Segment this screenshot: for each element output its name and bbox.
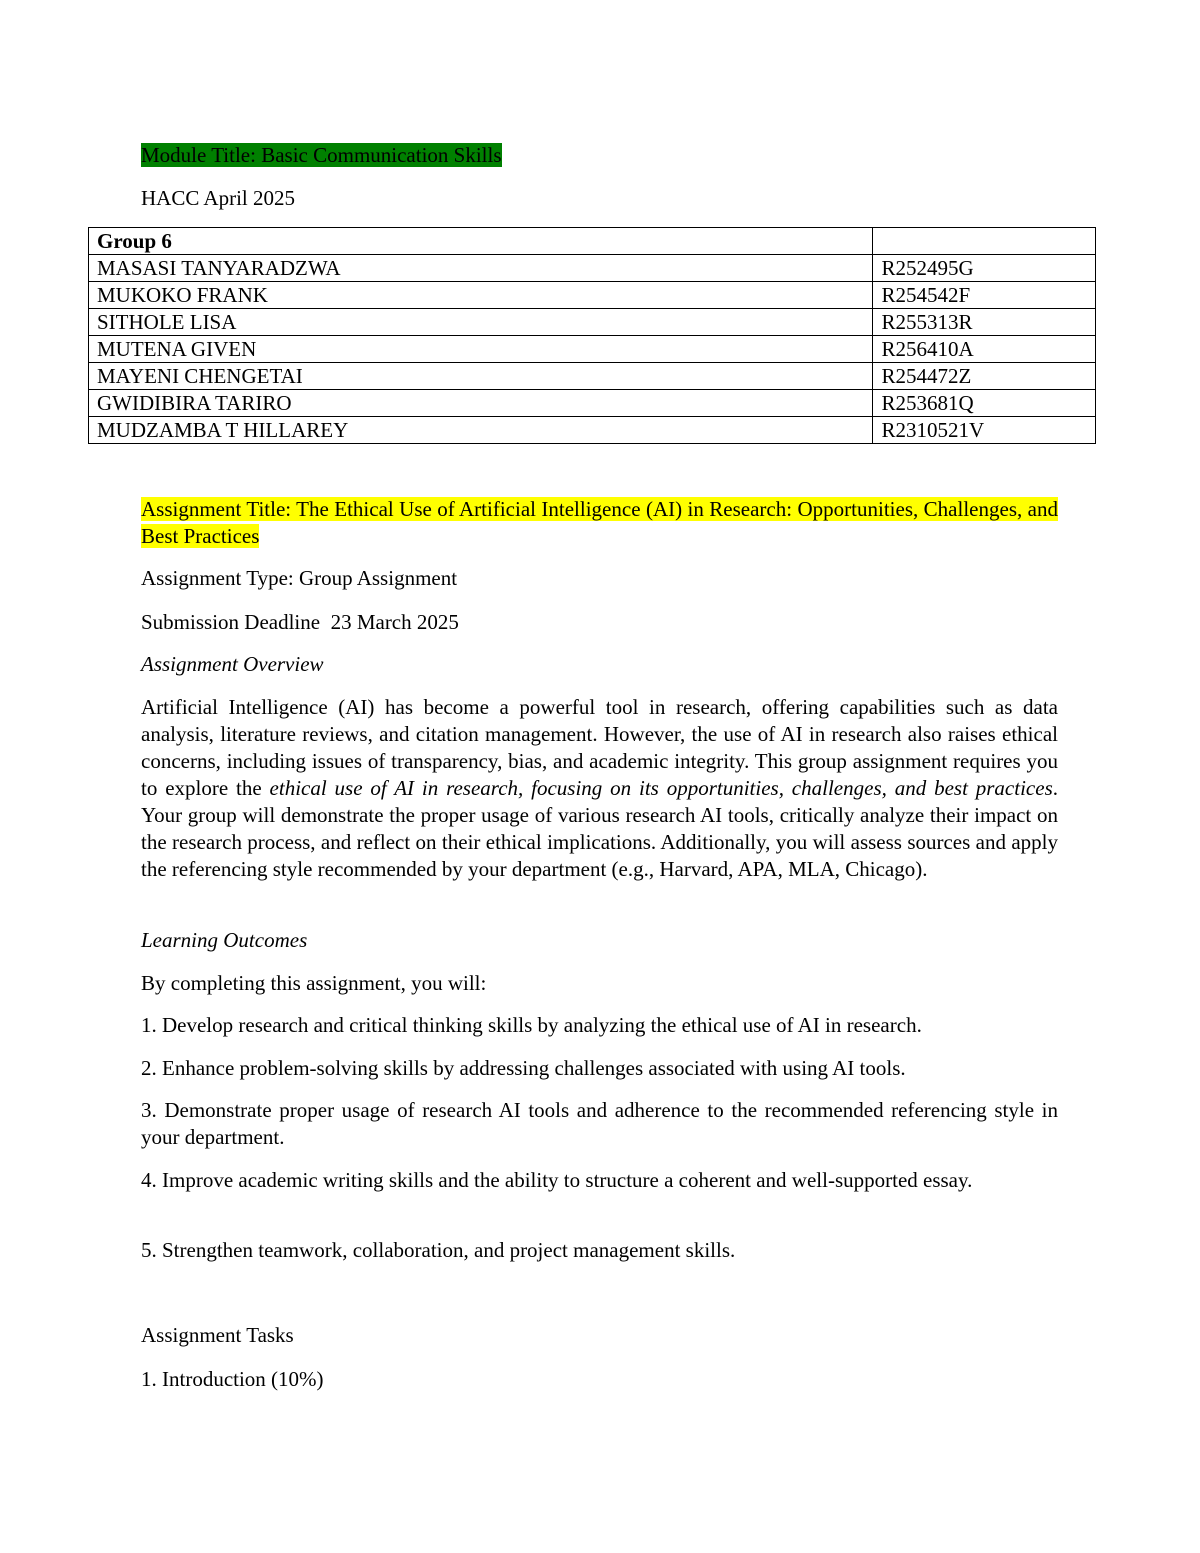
- member-name: MASASI TANYARADZWA: [89, 255, 873, 282]
- overview-paragraph: [141, 694, 1058, 883]
- table-header-row: [89, 228, 1096, 255]
- outcome-item: 5. Strengthen teamwork, collaboration, and project management skills.: [141, 1238, 736, 1262]
- group-members-table: [88, 227, 1096, 444]
- overview-text-emphasis: ethical use of AI in research, focusing on its opportunities, challenges, and best practices: [269, 776, 1053, 800]
- table-row: [89, 309, 1096, 336]
- member-name: MAYENI CHENGETAI: [89, 363, 873, 390]
- assignment-type: Assignment Type: Group Assignment: [141, 566, 458, 590]
- outcome-item: 4. Improve academic writing skills and the ability to structure a coherent and well-supported essay.: [141, 1168, 973, 1192]
- member-id: R254472Z: [873, 363, 1096, 390]
- member-id: R253681Q: [873, 390, 1096, 417]
- module-title-line: [141, 142, 502, 169]
- member-name: MUKOKO FRANK: [89, 282, 873, 309]
- group-header-cell: Group 6: [89, 228, 873, 255]
- intake-line: HACC April 2025: [141, 186, 296, 210]
- member-name: GWIDIBIRA TARIRO: [89, 390, 873, 417]
- module-title: Module Title: Basic Communication Skills: [141, 143, 502, 167]
- member-name: MUDZAMBA T HILLAREY: [89, 417, 873, 444]
- assignment-title: Assignment Title: The Ethical Use of Artificial Intelligence (AI) in Research: Opportunities, Challenges, and Best Practices: [141, 497, 1058, 548]
- member-id: R252495G: [873, 255, 1096, 282]
- table-row: [89, 282, 1096, 309]
- task-item: 1. Introduction (10%): [141, 1367, 324, 1391]
- submission-deadline: Submission Deadline 23 March 2025: [141, 610, 459, 634]
- overview-heading: Assignment Overview: [141, 652, 324, 676]
- outcome-item: 3. Demonstrate proper usage of research AI tools and adherence to the recommended referencing style in your department.: [141, 1098, 1058, 1149]
- member-id: R254542F: [873, 282, 1096, 309]
- table-row: [89, 417, 1096, 444]
- outcome-item: 2. Enhance problem-solving skills by addressing challenges associated with using AI tools.: [141, 1056, 906, 1080]
- table-row: [89, 336, 1096, 363]
- table-row: [89, 390, 1096, 417]
- overview-text-end: . Your group will demonstrate the proper usage of various research AI tools, critically analyze their impact on the research process, and reflect on their ethical implications. Additionally, you will assess sources and apply the referencing style recommended by your department (e.g., Harvard, APA, MLA, Chicago).: [141, 776, 1058, 881]
- member-name: SITHOLE LISA: [89, 309, 873, 336]
- empty-header-cell: [873, 228, 1096, 255]
- assignment-title-block: [141, 496, 1058, 550]
- overview-text-start: Artificial Intelligence (AI) has become a powerful tool in research, offering capabilities such as data analysis, literature reviews, and citation management. However, the use of AI in research also raises ethical concerns, including issues of transparency, bias, and academic integrity. This group assignment requires you to explore the: [141, 695, 1058, 800]
- table-row: [89, 363, 1096, 390]
- outcome-item: 1. Develop research and critical thinking skills by analyzing the ethical use of AI in research.: [141, 1013, 922, 1037]
- member-id: R2310521V: [873, 417, 1096, 444]
- learning-outcomes-heading: Learning Outcomes: [141, 928, 308, 952]
- member-name: MUTENA GIVEN: [89, 336, 873, 363]
- member-id: R256410A: [873, 336, 1096, 363]
- table-row: [89, 255, 1096, 282]
- member-id: R255313R: [873, 309, 1096, 336]
- learning-outcomes-intro: By completing this assignment, you will:: [141, 971, 487, 995]
- tasks-heading: Assignment Tasks: [141, 1323, 294, 1347]
